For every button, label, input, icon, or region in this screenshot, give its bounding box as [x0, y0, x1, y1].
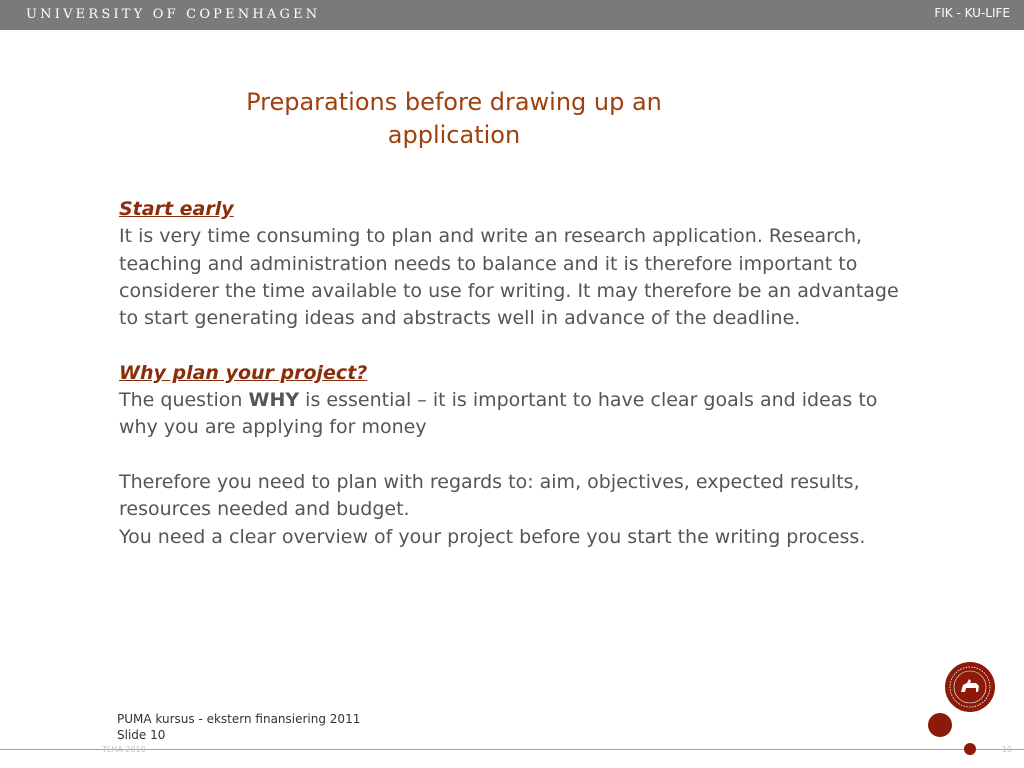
- university-seal-icon: [944, 661, 996, 713]
- start-early-body: It is very time consuming to plan and write an research application. Research, teaching and administration needs to balance and it is therefore important to considerer the time available to use for writing. It may therefore be an advantage to start generating ideas and abstracts well in advance of the deadline.: [119, 225, 899, 330]
- why-body-after: is essential – it is important to have clear goals and ideas to why you are applying for money: [119, 389, 878, 439]
- footer: [117, 711, 360, 743]
- top-bar: [0, 0, 1024, 30]
- page-number: 10: [1001, 745, 1012, 754]
- spacer: [119, 442, 919, 469]
- decorative-dot-large: [928, 713, 952, 737]
- slide-number-label: Slide 10: [117, 728, 166, 742]
- slide-content: [119, 196, 919, 551]
- slide-title: Preparations before drawing up an application: [246, 88, 662, 149]
- heading-start-early: Start early: [119, 198, 234, 220]
- footer-divider: [0, 749, 1024, 750]
- why-plan-body: [119, 387, 919, 442]
- heading-why-plan: Why plan your project?: [119, 361, 368, 384]
- why-emphasis: WHY: [248, 389, 300, 412]
- why-body-before: The question: [119, 389, 249, 412]
- spacer: [119, 332, 919, 359]
- plan-paragraph: Therefore you need to plan with regards to: aim, objectives, expected results, resources needed and budget.: [119, 470, 860, 521]
- university-name: UNIVERSITY OF COPENHAGEN: [26, 7, 321, 22]
- overview-paragraph: You need a clear overview of your project before you start the writing process.: [119, 525, 866, 548]
- unit-label: FIK - KU-LIFE: [934, 6, 1010, 20]
- author-label: TLHA 2010: [102, 745, 146, 754]
- course-label: PUMA kursus - ekstern finansiering 2011: [117, 712, 361, 726]
- decorative-dot-small: [964, 743, 976, 755]
